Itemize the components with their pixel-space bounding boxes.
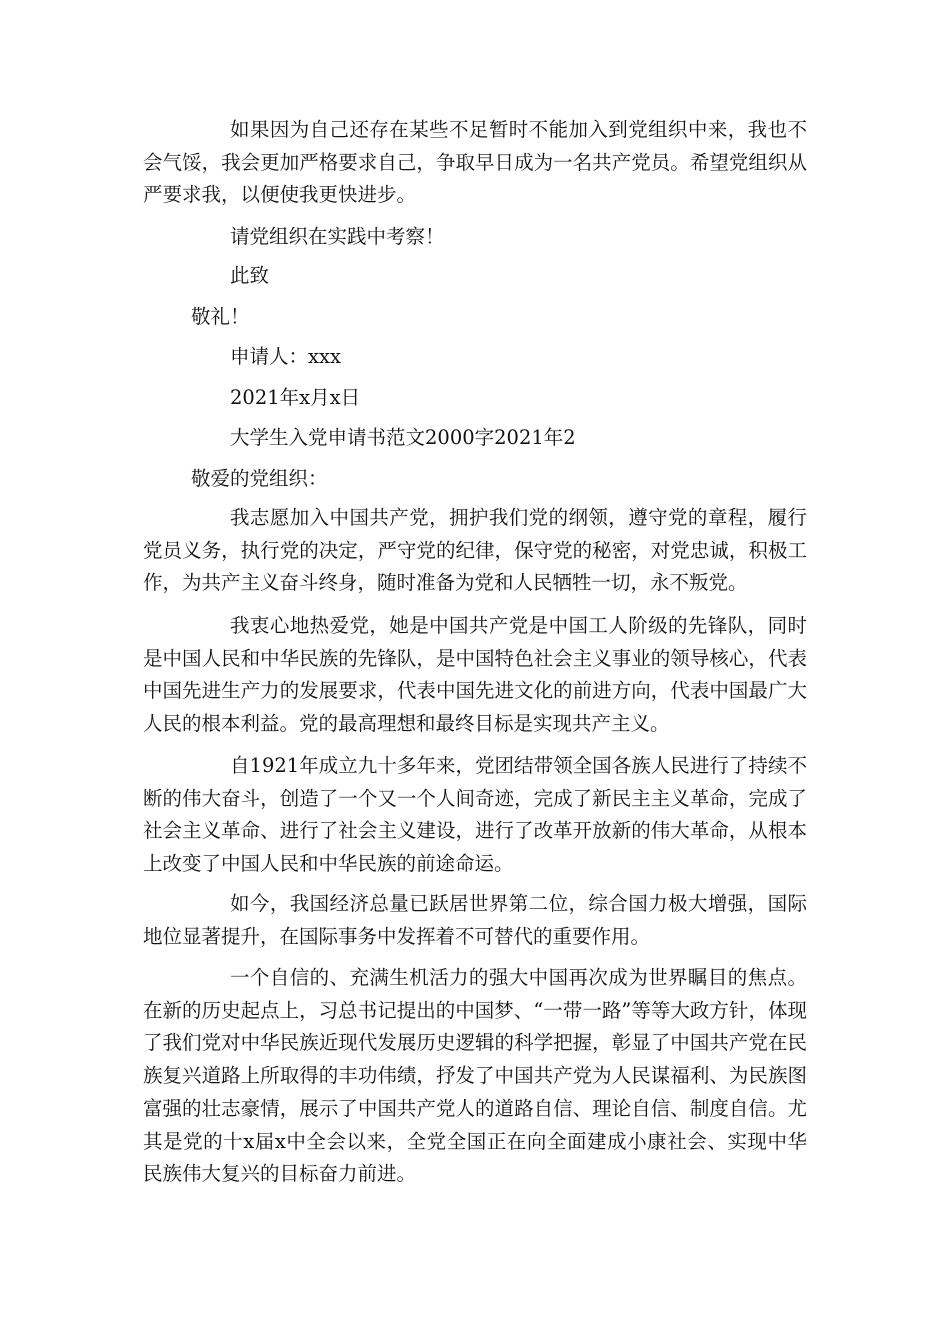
closing-cizhi: 此致: [230, 264, 270, 287]
paragraph-5: 一个自信的、充满生机活力的强大中国再次成为世界瞩目的焦点。在新的历史起点上，习总书记提出的中国梦、“一带一路”等等大政方针，体现了我们党对中华民族近现代发展历史逻辑的科学把握，彰显了中国共产党在民族复兴道路上所取得的丰功伟绩，抒发了中国共产党为人民谋福利、为民族图富强的壮志豪情，展示了中国共产党人的道路自信、理论自信、制度自信。尤其是党的十x届x中全会以来，全党全国正在向全面建成小康社会、实现中华民族伟大复兴的目标奋力前进。: [143, 966, 807, 1186]
paragraph-intro: 如果因为自己还存在某些不足暂时不能加入到党组织中来，我也不会气馁，我会更加严格要求自己，争取早日成为一名共产党员。希望党组织从严要求我，以便使我更快进步。: [143, 118, 807, 207]
paragraph-4: 如今，我国经济总量已跃居世界第二位，综合国力极大增强，国际地位显著提升，在国际事务中发挥着不可替代的重要作用。: [143, 892, 807, 948]
paragraph-1: 我志愿加入中国共产党，拥护我们党的纲领，遵守党的章程，履行党员义务，执行党的决定，严守党的纪律，保守党的秘密，对党忠诚，积极工作，为共产主义奋斗终身，随时准备为党和人民牺牲一切，永不叛党。: [143, 506, 807, 595]
closing-jingli: 敬礼！: [191, 305, 250, 328]
paragraph-3: 自1921年成立九十多年来，党团结带领全国各族人民进行了持续不断的伟大奋斗，创造了一个又一个人间奇迹，完成了新民主主义革命，完成了社会主义革命、进行了社会主义建设，进行了改革开放新的伟大革命，从根本上改变了中国人民和中华民族的前途命运。: [143, 754, 807, 876]
inspect-request-line: 请党组织在实践中考察！: [230, 225, 445, 248]
paragraph-2: 我衷心地热爱党，她是中国共产党是中国工人阶级的先锋队，同时是中国人民和中华民族的先锋队，是中国特色社会主义事业的领导核心，代表中国先进生产力的发展要求，代表中国先进文化的前进方向，代表中国最广大人民的根本利益。党的最高理想和最终目标是实现共产主义。: [143, 614, 807, 736]
applicant-signature: 申请人：xxx: [230, 345, 341, 368]
section-title: 大学生入党申请书范文2000字2021年2: [230, 426, 576, 449]
application-date: 2021年x月x日: [230, 386, 361, 409]
salutation: 敬爱的党组织：: [191, 467, 328, 490]
